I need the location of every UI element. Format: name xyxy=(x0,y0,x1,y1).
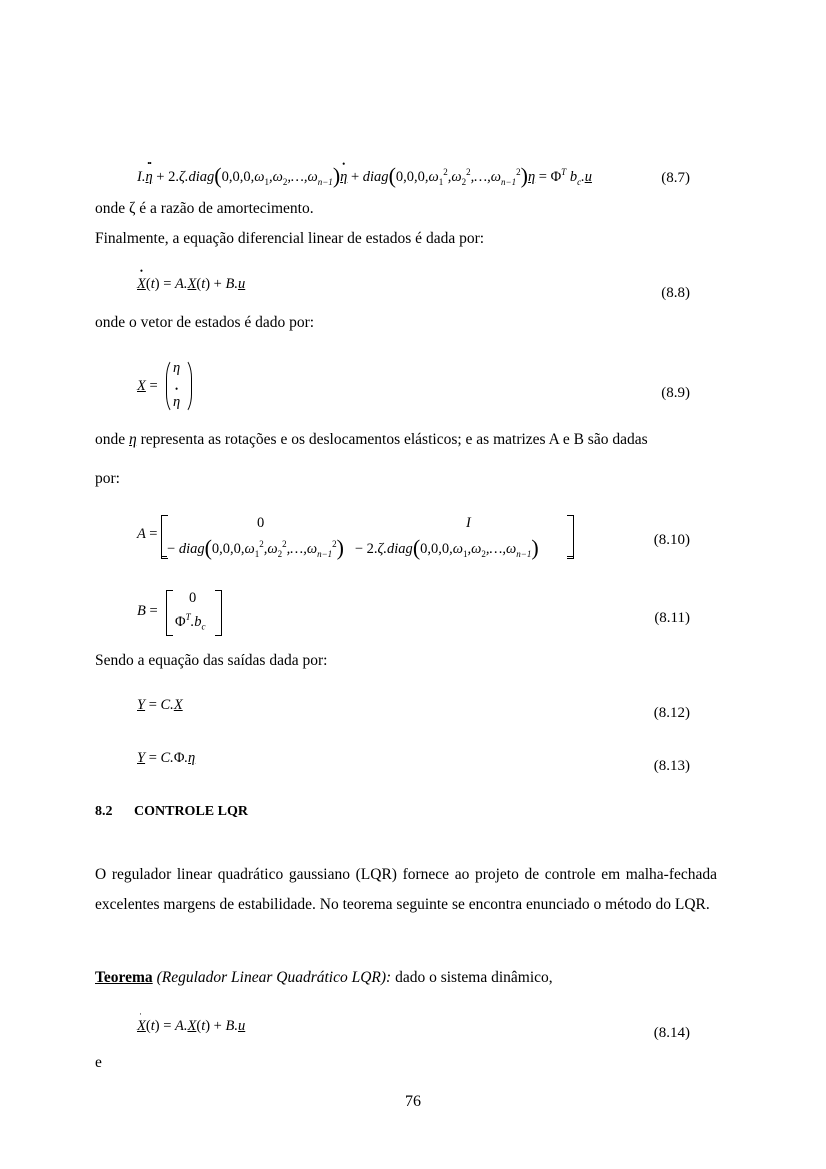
equation-number: (8.7) xyxy=(661,170,690,186)
matrix-A-entry-zero: 0 xyxy=(257,515,265,531)
equation-number: (8.12) xyxy=(653,705,690,721)
equation-8-9: X = xyxy=(137,378,158,394)
paragraph-lqr: O regulador linear quadrático gaussiano (LQR) fornece ao projeto de controle em malha-fechada excelentes margens de estabilidade. No teorema seguinte se encontra enunciado o método do LQR. xyxy=(95,866,717,913)
matrix-A-entry-identity: I xyxy=(466,515,471,531)
text-state-vector-intro: onde o vetor de estados é dado por: xyxy=(95,314,315,331)
theorem-statement xyxy=(95,969,553,988)
theorem-name: (Regulador Linear Quadrático LQR): xyxy=(156,969,392,986)
theorem-label: Teorema xyxy=(95,969,153,986)
equation-number: (8.8) xyxy=(661,285,690,301)
equation-number: (8.11) xyxy=(654,610,690,626)
matrix-B-left-bracket xyxy=(166,590,173,636)
page-number: 76 xyxy=(405,1093,421,1110)
equation-8-8: • X(t) = A.X(t) + B.u xyxy=(137,276,245,293)
section-title: CONTROLE LQR xyxy=(134,804,248,819)
text-e: e xyxy=(95,1054,102,1071)
text-output-equation-intro: Sendo a equação das saídas dada por: xyxy=(95,652,328,669)
theorem-rest: dado o sistema dinâmico, xyxy=(391,969,553,986)
equation-8-14: X · (t) = A.X(t) + B.u xyxy=(137,1009,246,1034)
equation-number: (8.10) xyxy=(653,532,690,548)
equation-8-13: Y = C.Φ.η xyxy=(137,750,196,766)
equation-number: (8.14) xyxy=(653,1025,690,1041)
equation-number: (8.13) xyxy=(653,758,690,774)
equation-8-7: I.•• $\eta + 2.\zeta.diag(0,0,0,\omega_1,\omega_2,\dots,\omega_{n-1})•$ $\eta + diag(0,0,0,\omega_1^2,\omega_2^2,\dots,\omega_{n-1}^2)\eta = \Phi^T$ $b_c.u$ xyxy=(137,163,592,189)
text-state-equation-intro: Finalmente, a equação diferencial linear de estados é dada por: xyxy=(95,230,485,247)
equation-8-11-lhs: B = xyxy=(137,603,158,619)
matrix-A-right-bracket xyxy=(567,515,574,559)
equation-8-10-lhs: A = xyxy=(137,526,158,542)
equation-number: (8.9) xyxy=(661,385,690,401)
section-number: 8.2 xyxy=(95,804,113,819)
state-vector-eta: η xyxy=(173,360,181,376)
text-por: por: xyxy=(95,470,120,487)
matrix-B-entry-zero: 0 xyxy=(189,590,197,606)
state-vector-eta-dot: • η xyxy=(173,394,180,411)
equation-8-12: Y = C.X xyxy=(137,697,183,713)
matrix-B-right-bracket xyxy=(215,590,222,636)
matrix-A-row-2: − $diag(0,0,0,\omega_1^2,\omega_2^2,\dots,\omega_{n-1}^2)$ − $2.\zeta.diag(0,0,0,\omega_1,\omega_2,\dots,\omega_{n-1})$ xyxy=(167,535,539,560)
matrix-B-entry-phi: $\Phi^T.b_c$ xyxy=(175,612,206,632)
section-heading xyxy=(95,804,248,820)
text-eta-description: onde η representa as rotações e os deslocamentos elásticos; e as matrizes A e B são dadas xyxy=(95,431,648,448)
text-zeta-definition: onde ζ é a razão de amortecimento. xyxy=(95,200,314,217)
